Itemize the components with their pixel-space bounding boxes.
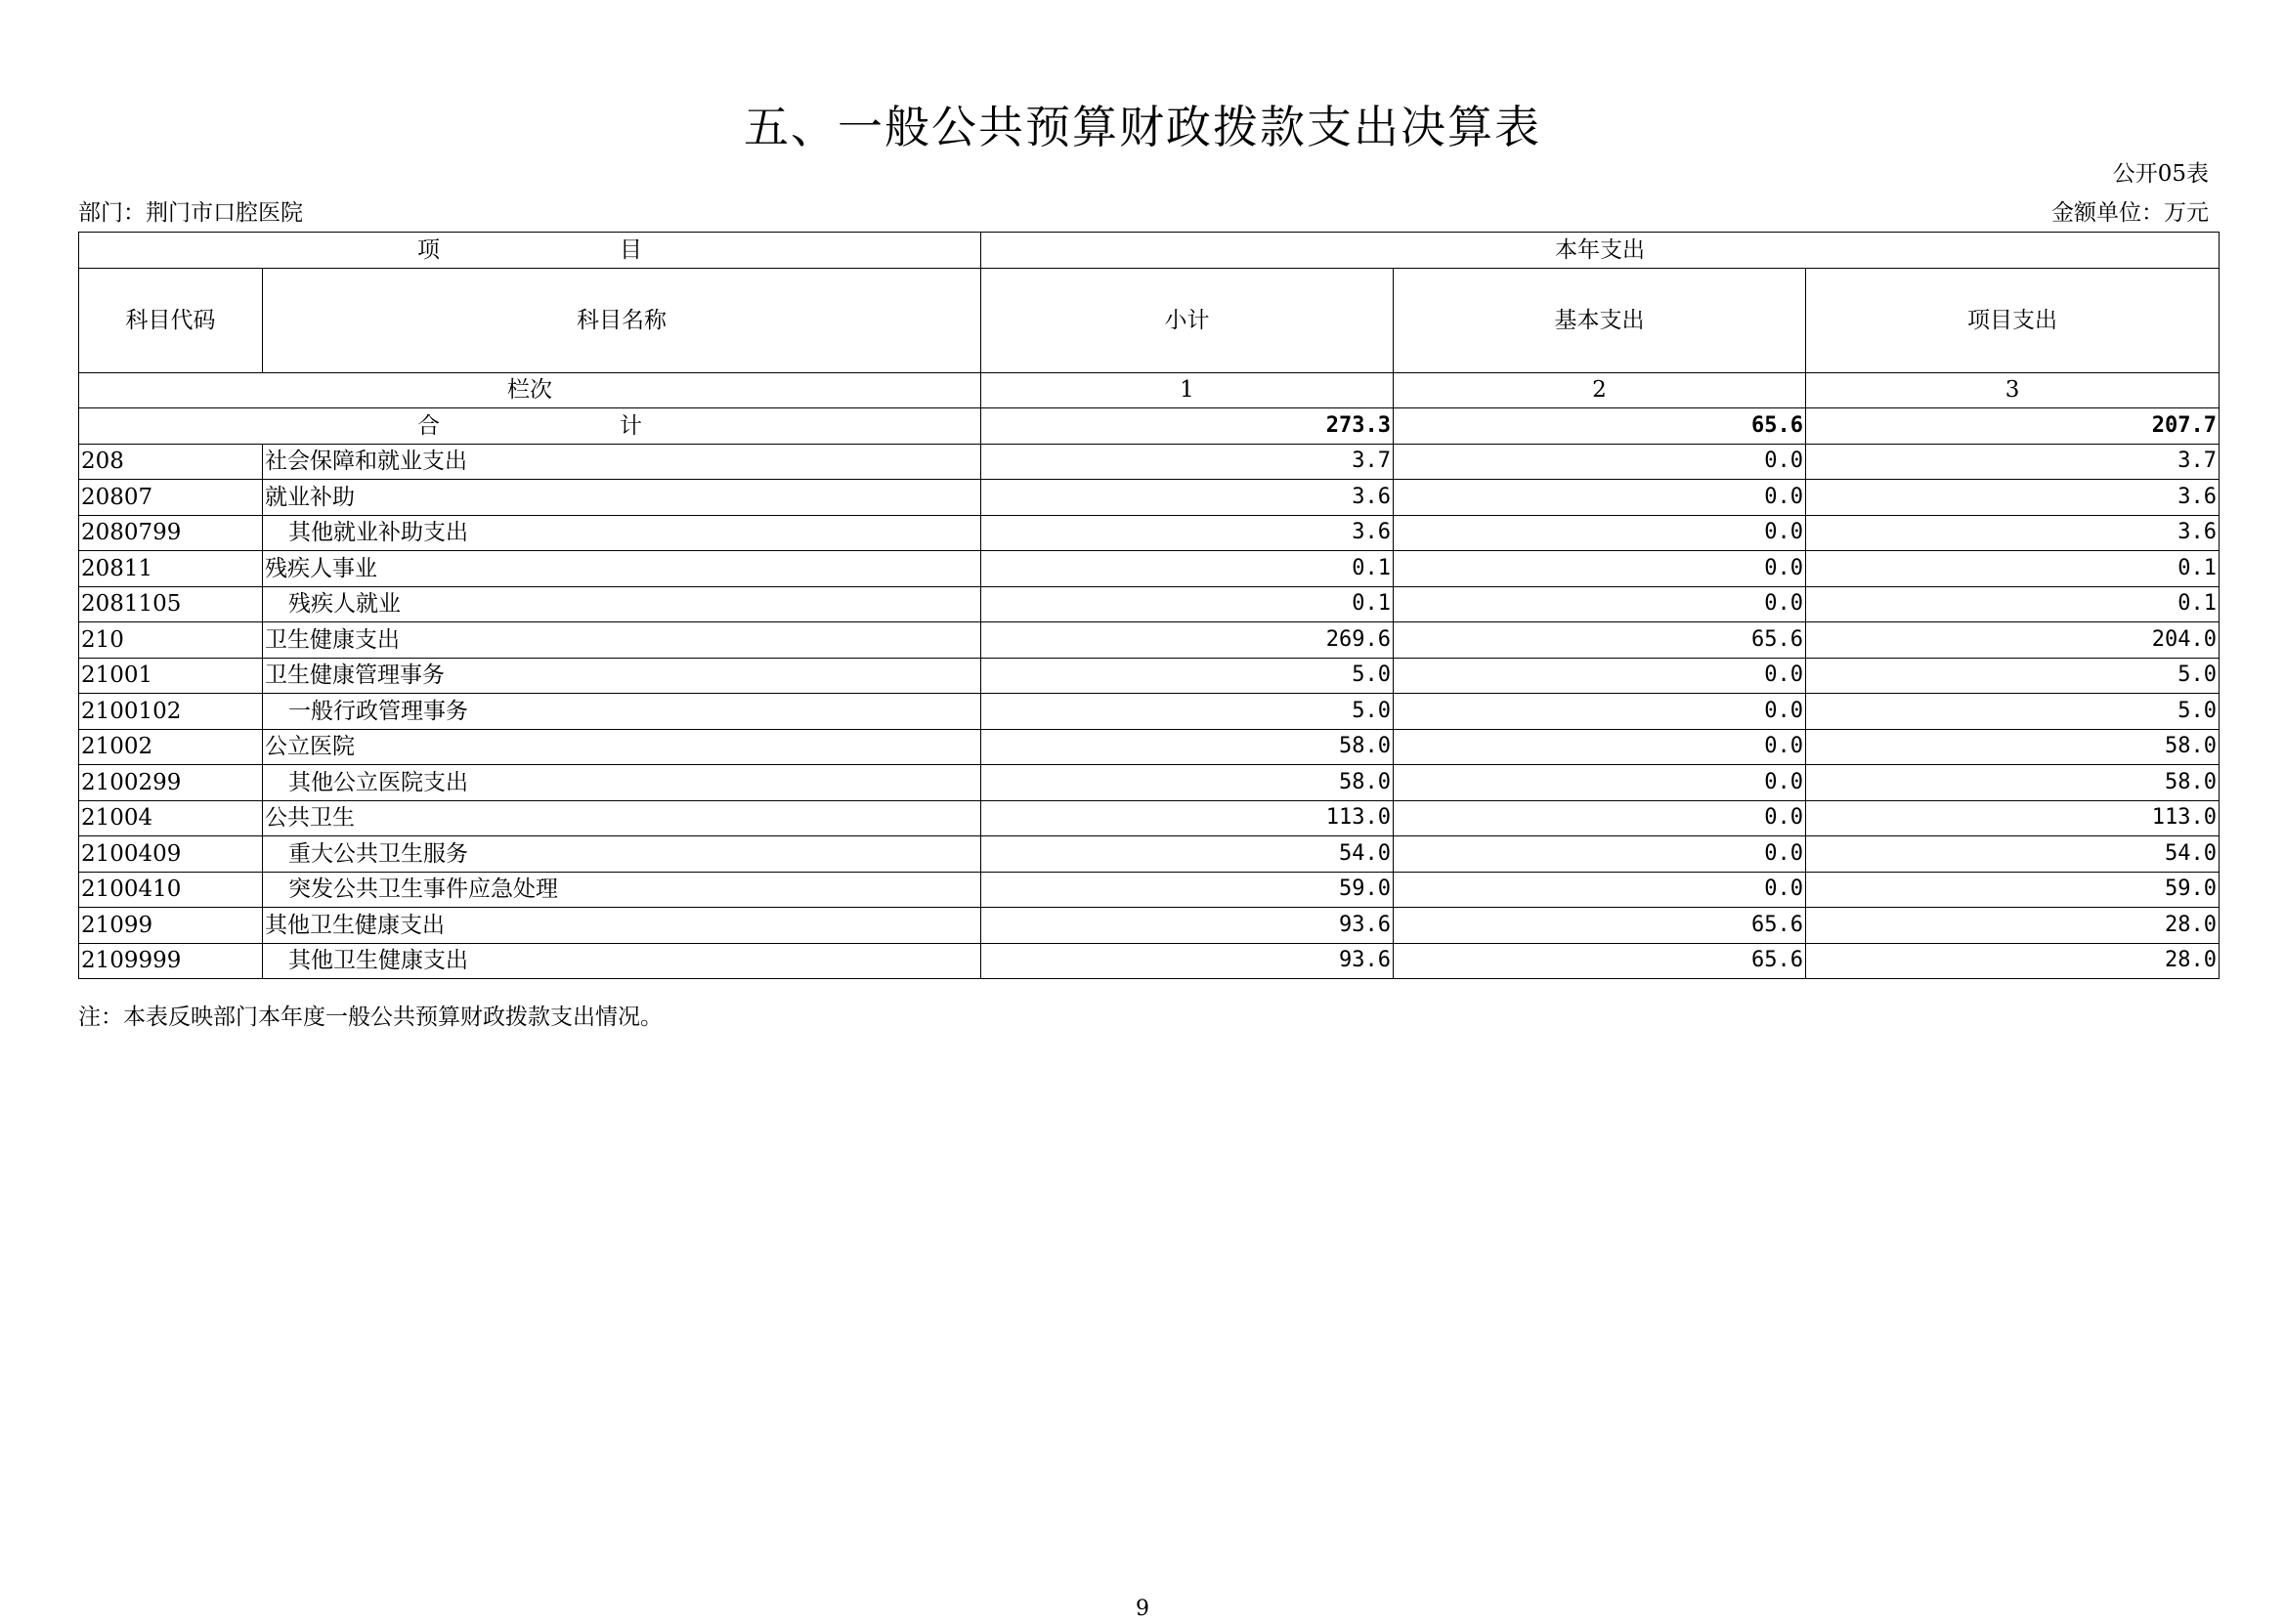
row-basic: 0.0 <box>1394 694 1806 730</box>
row-subtotal: 58.0 <box>981 729 1394 765</box>
row-subtotal: 0.1 <box>981 551 1394 587</box>
row-basic: 0.0 <box>1394 444 1806 480</box>
row-code: 21001 <box>79 658 263 694</box>
total-basic: 65.6 <box>1394 408 1806 445</box>
total-label: 合 计 <box>79 408 981 445</box>
row-name: 重大公共卫生服务 <box>263 836 981 873</box>
row-subtotal: 3.7 <box>981 444 1394 480</box>
row-code: 2109999 <box>79 943 263 979</box>
header-project: 项目支出 <box>1806 268 2220 372</box>
row-code: 2080799 <box>79 515 263 551</box>
row-name: 残疾人就业 <box>263 586 981 622</box>
table-row <box>79 872 2220 908</box>
row-code: 2100102 <box>79 694 263 730</box>
row-subtotal: 54.0 <box>981 836 1394 873</box>
row-code: 2100299 <box>79 765 263 801</box>
table-row <box>79 800 2220 836</box>
row-name: 残疾人事业 <box>263 551 981 587</box>
row-basic: 0.0 <box>1394 800 1806 836</box>
table-row <box>79 694 2220 730</box>
header-name: 科目名称 <box>263 268 981 372</box>
row-code: 20811 <box>79 551 263 587</box>
row-basic: 0.0 <box>1394 729 1806 765</box>
header-subtotal: 小计 <box>981 268 1394 372</box>
form-number: 公开05表 <box>2112 161 2209 187</box>
header-current-year: 本年支出 <box>981 233 2220 269</box>
row-basic: 0.0 <box>1394 480 1806 516</box>
header-row-1 <box>79 233 2220 269</box>
table-row <box>79 622 2220 659</box>
row-subtotal: 59.0 <box>981 872 1394 908</box>
row-code: 2081105 <box>79 586 263 622</box>
column-order-label: 栏次 <box>79 372 981 408</box>
header-row-2 <box>79 268 2220 372</box>
row-basic: 0.0 <box>1394 765 1806 801</box>
row-project: 3.6 <box>1806 515 2220 551</box>
table-row <box>79 444 2220 480</box>
row-subtotal: 93.6 <box>981 943 1394 979</box>
row-name: 卫生健康管理事务 <box>263 658 981 694</box>
row-code: 210 <box>79 622 263 659</box>
row-name: 其他卫生健康支出 <box>263 908 981 944</box>
row-basic: 0.0 <box>1394 658 1806 694</box>
total-row <box>79 408 2220 445</box>
row-name: 其他就业补助支出 <box>263 515 981 551</box>
row-project: 28.0 <box>1806 908 2220 944</box>
row-subtotal: 3.6 <box>981 480 1394 516</box>
row-name: 就业补助 <box>263 480 981 516</box>
row-subtotal: 5.0 <box>981 694 1394 730</box>
row-project: 54.0 <box>1806 836 2220 873</box>
footnote: 注：本表反映部门本年度一般公共预算财政拨款支出情况。 <box>78 1004 663 1030</box>
table-row <box>79 586 2220 622</box>
table-row <box>79 480 2220 516</box>
header-basic: 基本支出 <box>1394 268 1806 372</box>
row-project: 59.0 <box>1806 872 2220 908</box>
column-order-row <box>79 372 2220 408</box>
table-row <box>79 836 2220 873</box>
row-basic: 0.0 <box>1394 551 1806 587</box>
page-number: 9 <box>1136 1597 1149 1621</box>
row-project: 58.0 <box>1806 729 2220 765</box>
row-subtotal: 5.0 <box>981 658 1394 694</box>
row-basic: 65.6 <box>1394 622 1806 659</box>
row-basic: 0.0 <box>1394 836 1806 873</box>
row-name: 社会保障和就业支出 <box>263 444 981 480</box>
row-project: 5.0 <box>1806 694 2220 730</box>
row-project: 0.1 <box>1806 551 2220 587</box>
header-item: 项 目 <box>79 233 981 269</box>
row-project: 5.0 <box>1806 658 2220 694</box>
row-project: 3.6 <box>1806 480 2220 516</box>
row-basic: 65.6 <box>1394 908 1806 944</box>
row-basic: 65.6 <box>1394 943 1806 979</box>
table-row <box>79 908 2220 944</box>
row-name: 卫生健康支出 <box>263 622 981 659</box>
row-subtotal: 58.0 <box>981 765 1394 801</box>
row-project: 204.0 <box>1806 622 2220 659</box>
row-code: 2100409 <box>79 836 263 873</box>
row-name: 公立医院 <box>263 729 981 765</box>
table-row <box>79 658 2220 694</box>
total-subtotal: 273.3 <box>981 408 1394 445</box>
row-basic: 0.0 <box>1394 872 1806 908</box>
table-row <box>79 943 2220 979</box>
row-code: 21002 <box>79 729 263 765</box>
row-subtotal: 3.6 <box>981 515 1394 551</box>
table-row <box>79 551 2220 587</box>
header-code: 科目代码 <box>79 268 263 372</box>
row-project: 0.1 <box>1806 586 2220 622</box>
row-name: 其他卫生健康支出 <box>263 943 981 979</box>
row-project: 58.0 <box>1806 765 2220 801</box>
row-subtotal: 93.6 <box>981 908 1394 944</box>
table-row <box>79 729 2220 765</box>
table-row <box>79 765 2220 801</box>
page-title: 五、一般公共预算财政拨款支出决算表 <box>744 101 1541 153</box>
row-basic: 0.0 <box>1394 586 1806 622</box>
row-code: 21099 <box>79 908 263 944</box>
row-name: 其他公立医院支出 <box>263 765 981 801</box>
row-project: 113.0 <box>1806 800 2220 836</box>
column-order-1: 1 <box>981 372 1394 408</box>
row-subtotal: 0.1 <box>981 586 1394 622</box>
row-name: 一般行政管理事务 <box>263 694 981 730</box>
row-code: 208 <box>79 444 263 480</box>
table-row <box>79 515 2220 551</box>
row-project: 28.0 <box>1806 943 2220 979</box>
row-name: 突发公共卫生事件应急处理 <box>263 872 981 908</box>
row-code: 2100410 <box>79 872 263 908</box>
row-code: 21004 <box>79 800 263 836</box>
row-name: 公共卫生 <box>263 800 981 836</box>
column-order-3: 3 <box>1806 372 2220 408</box>
row-project: 3.7 <box>1806 444 2220 480</box>
unit-label: 金额单位：万元 <box>2051 200 2209 226</box>
row-subtotal: 113.0 <box>981 800 1394 836</box>
row-subtotal: 269.6 <box>981 622 1394 659</box>
expenditure-table <box>78 232 2220 979</box>
department-label: 部门：荆门市口腔医院 <box>78 200 303 226</box>
total-project: 207.7 <box>1806 408 2220 445</box>
row-basic: 0.0 <box>1394 515 1806 551</box>
column-order-2: 2 <box>1394 372 1806 408</box>
row-code: 20807 <box>79 480 263 516</box>
